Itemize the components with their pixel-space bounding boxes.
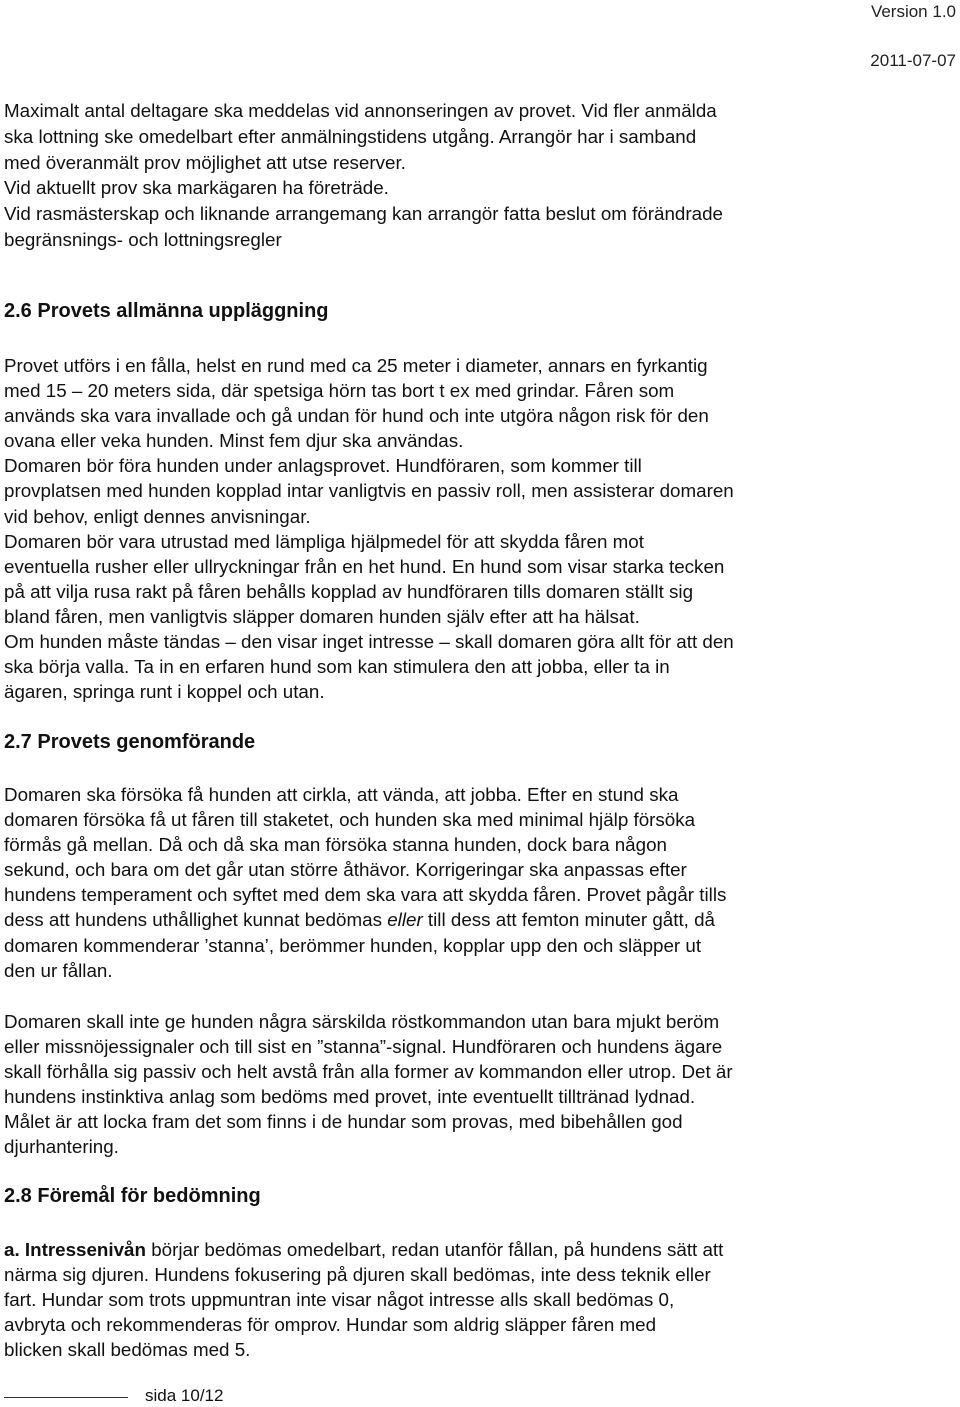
text-line: den ur fållan.	[4, 959, 113, 981]
text-line: provplatsen med hunden kopplad intar vanligtvis en passiv roll, men assisterar domaren	[4, 480, 734, 502]
item-label: a. Intressenivån	[4, 1239, 146, 1260]
text-line: ska lottning ske omedelbart efter anmälningstidens utgång. Arrangör har i samband	[4, 125, 697, 147]
text-line: ovana eller veka hunden. Minst fem djur ska användas.	[4, 430, 464, 452]
text-line: Domaren skall inte ge hunden några särskilda röstkommandon utan bara mjukt beröm	[4, 1011, 720, 1032]
text-line: ska börja valla. Ta in en erfaren hund som kan stimulera den att jobba, eller ta in	[4, 656, 670, 678]
text-segment: till dess att femton minuter gått, då	[422, 909, 715, 931]
document-date: 2011-07-07	[870, 51, 956, 70]
text-line: Maximalt antal deltagare ska meddelas vid annonseringen av provet. Vid fler anmälda	[4, 100, 717, 121]
text-line	[4, 1237, 949, 1262]
text-line: Domaren bör vara utrustad med lämpliga hjälpmedel för att skydda fåren mot	[4, 530, 644, 552]
text-line: eller missnöjessignaler och till sist en ”stanna”-signal. Hundföraren och hundens ägare	[4, 1036, 723, 1058]
text-line: hundens temperament och syftet med dem ska vara att skydda fåren. Provet pågår tills	[4, 884, 727, 906]
text-line: Vid aktuellt prov ska markägaren ha företräde.	[4, 177, 389, 199]
text-line: bland fåren, men vanligtvis släpper domaren hunden själv efter att ha hälsat.	[4, 605, 640, 627]
text-line: närma sig djuren. Hundens fokusering på djuren skall bedömas, inte dess teknik eller	[4, 1264, 711, 1286]
text-line: vid behov, enligt dennes anvisningar.	[4, 505, 311, 527]
section-2-6-body	[4, 353, 949, 704]
section-heading-2-8: 2.8 Föremål för bedömning	[4, 1185, 261, 1207]
text-line: Domaren bör föra hunden under anlagsprovet. Hundföraren, som kommer till	[4, 455, 642, 477]
text-line: domaren försöka få ut fåren till staketet, och hunden ska med minimal hjälp försöka	[4, 809, 696, 831]
text-line: fart. Hundar som trots uppmuntran inte visar något intresse alls skall bedömas 0,	[4, 1289, 675, 1311]
text-line: sekund, och bara om det går utan större åthävor. Korrigeringar ska anpassas efter	[4, 859, 687, 881]
emphasis-text: eller	[387, 909, 423, 931]
text-line: med 15 – 20 meters sida, där spetsiga hörn tas bort t ex med grindar. Fåren som	[4, 380, 675, 402]
text-line: Om hunden måste tändas – den visar inget intresse – skall domaren göra allt för att den	[4, 631, 734, 653]
text-line: domaren kommenderar ’stanna’, berömmer hunden, kopplar upp den och släpper ut	[4, 934, 702, 956]
text-segment: börjar bedömas omedelbart, redan utanför fållan, på hundens sätt att	[145, 1239, 724, 1260]
text-line: hundens instinktiva anlag som bedöms med provet, inte eventuellt tilltränad lydnad.	[4, 1086, 696, 1108]
text-line: Domaren ska försöka få hunden att cirkla, att vända, att jobba. Efter en stund ska	[4, 784, 679, 805]
section-heading-2-7: 2.7 Provets genomförande	[4, 731, 256, 753]
text-line: eventuella rusher eller ullryckningar från en het hund. En hund som visar starka tecken	[4, 555, 725, 577]
text-line: Vid rasmästerskap och liknande arrangemang kan arrangör fatta beslut om förändrade	[4, 203, 723, 225]
footer-rule	[4, 1397, 128, 1398]
text-line: förmås gå mellan. Då och då ska man försöka stanna hunden, dock bara någon	[4, 834, 667, 856]
section-heading-2-6: 2.6 Provets allmänna uppläggning	[4, 300, 329, 322]
text-line: används ska vara invallade och gå undan för hund och inte utgöra någon risk för den	[4, 405, 709, 427]
text-line: med överanmält prov möjlighet att utse reserver.	[4, 151, 406, 173]
text-line: Provet utförs i en fålla, helst en rund med ca 25 meter i diameter, annars en fyrkantig	[4, 355, 708, 376]
section-2-8-item-a	[4, 1237, 949, 1362]
section-2-7-paragraph-1	[4, 782, 949, 983]
text-line: begränsnings- och lottningsregler	[4, 228, 282, 250]
document-version: Version 1.0	[870, 2, 956, 21]
text-line: Målet är att locka fram det som finns i de hundar som provas, med bibehållen god	[4, 1111, 683, 1133]
text-segment: dess att hundens uthållighet kunnat bedömas	[4, 909, 388, 931]
section-2-7-paragraph-2	[4, 1009, 949, 1160]
text-line: på att vilja rusa rakt på fåren behålls kopplad av hundföraren tills domaren ställt sig	[4, 580, 694, 602]
intro-paragraph	[4, 98, 949, 253]
text-line: djurhantering.	[4, 1136, 119, 1158]
page-number: sida 10/12	[145, 1386, 224, 1405]
text-line: ägaren, springa runt i koppel och utan.	[4, 681, 325, 703]
text-line: skall förhålla sig passiv och helt avstå från alla former av kommandon eller utrop. Det är	[4, 1061, 733, 1083]
text-line	[4, 907, 949, 932]
text-line: blicken skall bedömas med 5.	[4, 1339, 251, 1361]
text-line: avbryta och rekommenderas för omprov. Hundar som aldrig släpper fåren med	[4, 1314, 657, 1336]
